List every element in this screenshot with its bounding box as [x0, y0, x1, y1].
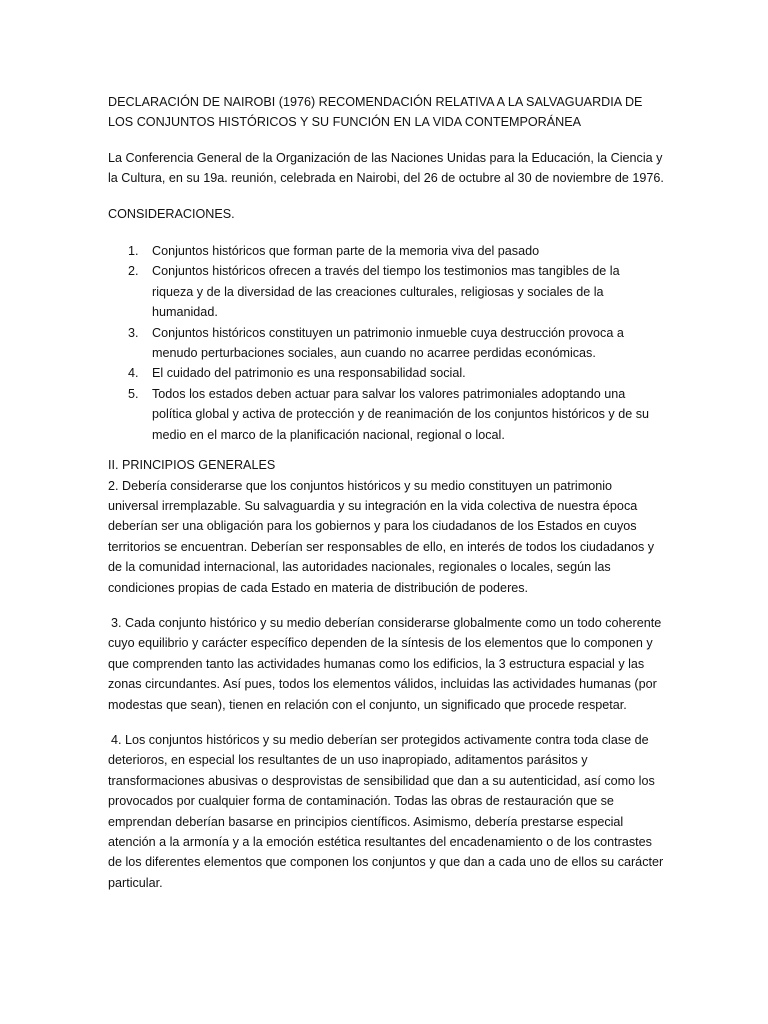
intro-paragraph: La Conferencia General de la Organización de las Naciones Unidas para la Educación, la Ciencia y la Cultura, en su 19a. reunión, celebrada en Nairobi, del 26 de octubre al 30 de noviembre de 1976.	[108, 150, 664, 186]
consideration-number: 4.	[128, 366, 139, 381]
considerations-label: CONSIDERACIONES.	[108, 206, 235, 221]
consideration-number: 5.	[128, 386, 139, 401]
consideration-text: Conjuntos históricos ofrecen a través del tiempo los testimonios mas tangibles de la riqueza y de la diversidad de las creaciones culturales, religiosas y sociales de la humanidad.	[152, 264, 620, 320]
consideration-number: 3.	[128, 325, 139, 340]
consideration-item	[108, 261, 664, 322]
consideration-text: Conjuntos históricos constituyen un patrimonio inmueble cuya destrucción provoca a menudo perturbaciones sociales, aun cuando no acarree perdidas económicas.	[152, 325, 624, 361]
consideration-number: 1.	[128, 244, 139, 259]
principle-paragraph: 2. Debería considerarse que los conjuntos históricos y su medio constituyen un patrimonio universal irremplazable. Su salvaguardia y su integración en la vida colectiva de nuestra época deberían ser una obligación para los gobiernos y para los ciudadanos de los Estados en cuyos territorios se encuentran. Deberían ser responsables de ello, en interés de todos los ciudadanos y de la comunidad internacional, las autoridades nacionales, regionales o locales, según las condiciones propias de cada Estado en materia de distribución de poderes.	[108, 478, 655, 595]
considerations-list	[108, 241, 664, 445]
document-title: DECLARACIÓN DE NAIROBI (1976) RECOMENDACIÓN RELATIVA A LA SALVAGUARDIA DE LOS CONJUNTOS HISTÓRICOS Y SU FUNCIÓN EN LA VIDA CONTEMPORÁNEA	[108, 95, 643, 130]
section-title: II. PRINCIPIOS GENERALES	[108, 458, 276, 473]
consideration-text: Todos los estados deben actuar para salvar los valores patrimoniales adoptando una política global y activa de protección y de reanimación de los conjuntos históricos y de su medio en el marco de la planificación nacional, regional o local.	[152, 386, 650, 442]
consideration-item	[108, 241, 664, 261]
document-page	[108, 92, 664, 908]
consideration-text: El cuidado del patrimonio es una responsabilidad social.	[152, 366, 466, 381]
consideration-item	[108, 363, 664, 383]
consideration-text: Conjuntos históricos que forman parte de la memoria viva del pasado	[152, 244, 540, 259]
consideration-item	[108, 323, 664, 364]
consideration-number: 2.	[128, 264, 139, 279]
principle-paragraph: 4. Los conjuntos históricos y su medio deberían ser protegidos activamente contra toda clase de deterioros, en especial los resultantes de un uso inapropiado, aditamentos parásitos y transformaciones abusivas o desprovistas de sensibilidad que dan a su autenticidad, así como los provocados por cualquier forma de contaminación. Todas las obras de restauración que se emprendan deberían basarse en principios científicos. Asimismo, debería prestarse especial atención a la armonía y a la emoción estética resultantes del encadenamiento o de los contrastes de los diferentes elementos que componen los conjuntos y que dan a cada uno de ellos su carácter particular.	[108, 732, 664, 890]
principle-paragraph: 3. Cada conjunto histórico y su medio deberían considerarse globalmente como un todo coherente cuyo equilibrio y carácter específico dependen de la síntesis de los elementos que lo componen y que comprenden tanto las actividades humanas como los edificios, la 3 estructura espacial y las zonas circundantes. Así pues, todos los elementos válidos, incluidas las actividades humanas (por modestas que sean), tienen en relación con el conjunto, un significado que procede respetar.	[108, 615, 662, 712]
consideration-item	[108, 384, 664, 445]
